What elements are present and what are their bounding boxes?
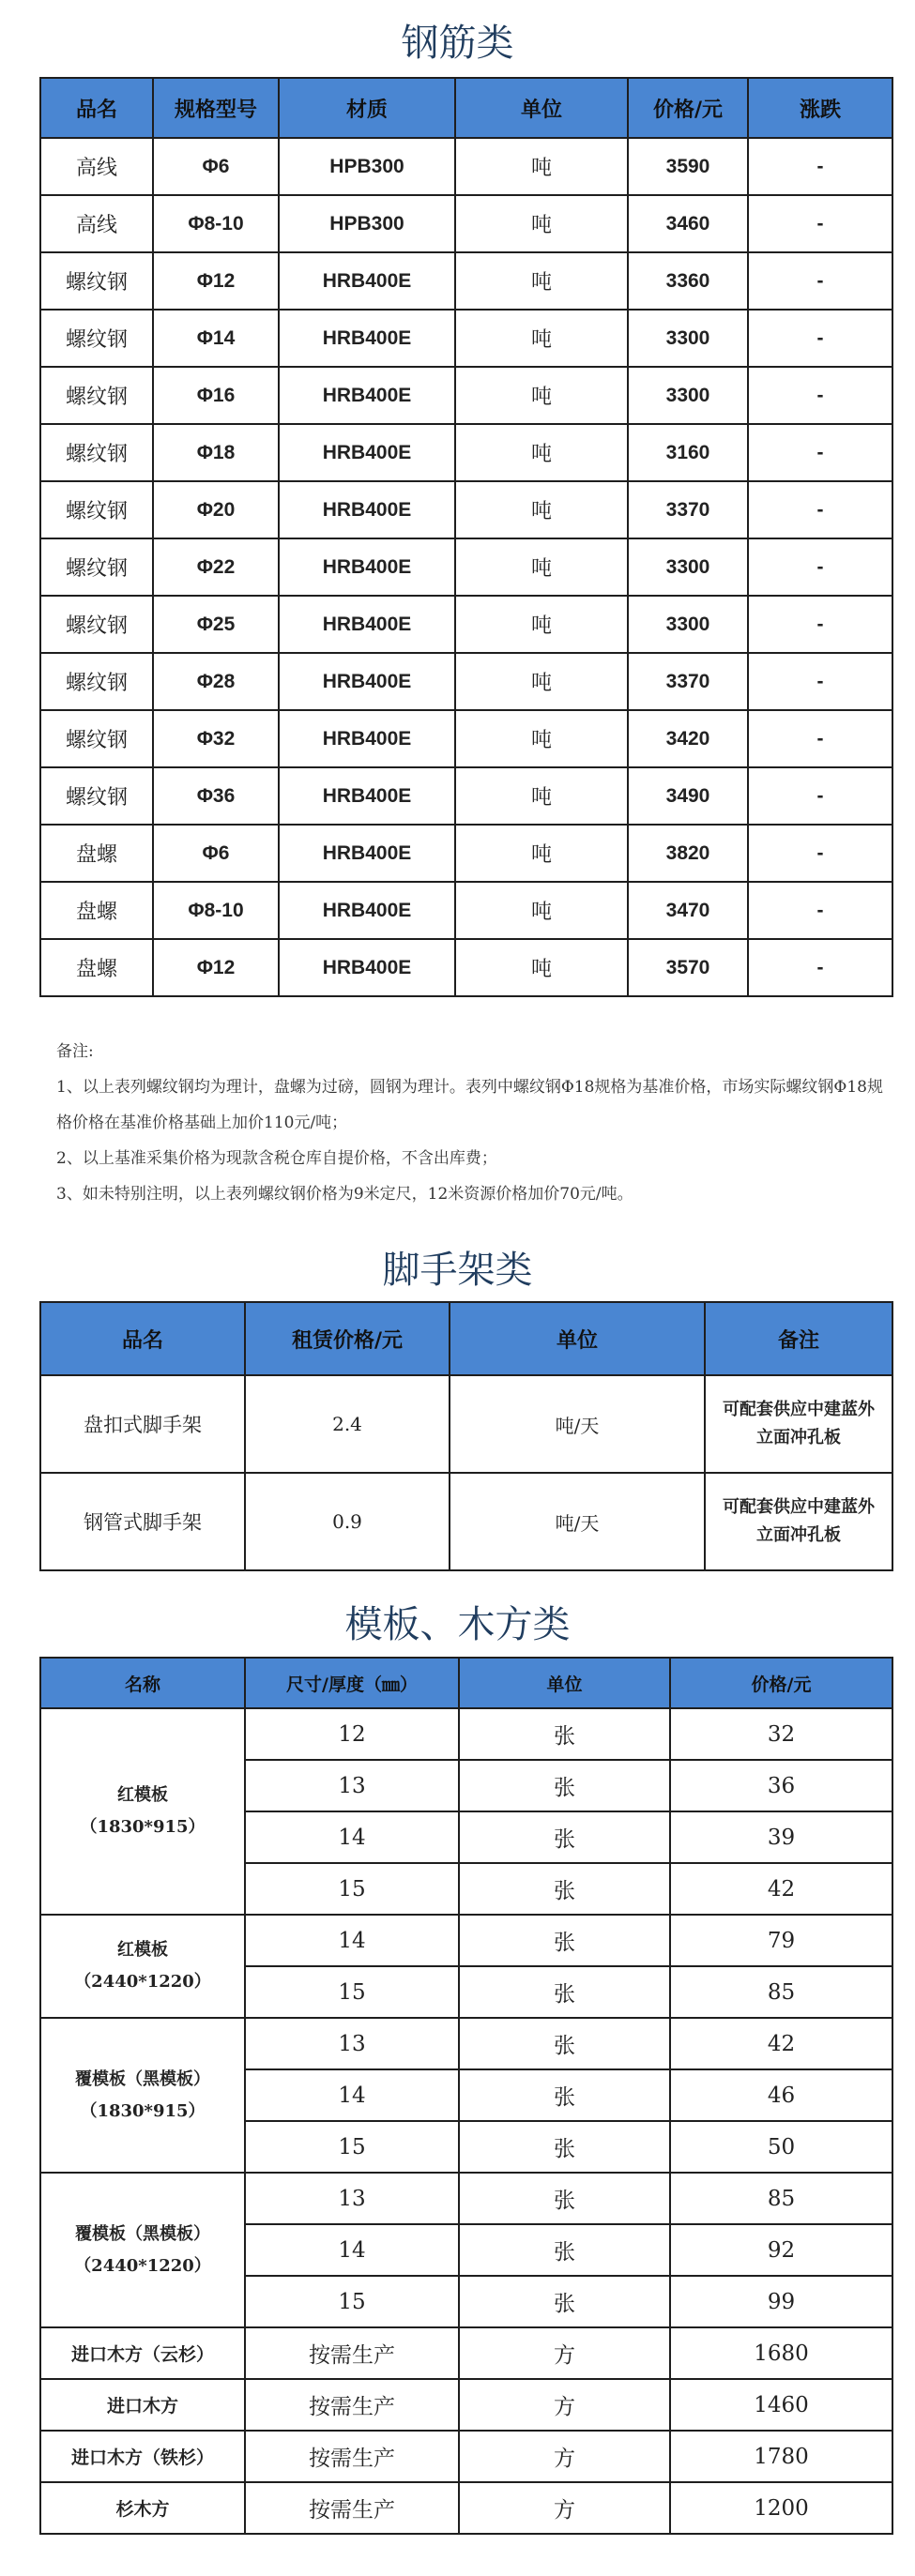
header-unit: 单位 [455, 78, 628, 138]
table-row [40, 596, 892, 653]
steel-price-table [39, 77, 893, 997]
table-row [40, 2018, 892, 2069]
cell-price: 3360 [628, 252, 748, 310]
table-row [40, 367, 892, 424]
note-line: 1、以上表列螺纹钢均为理计，盘螺为过磅，圆钢为理计。表列中螺纹钢Φ18规格为基准价格，市场实际螺纹钢Φ18规格价格在基准价格基础上加价110元/吨； [56, 1078, 883, 1132]
cell-remark: 可配套供应中建蓝外立面冲孔板 [705, 1375, 892, 1473]
cell-product-name: 进口木方（铁杉） [40, 2431, 245, 2482]
cell-unit: 张 [459, 1811, 670, 1863]
cell-thickness: 14 [245, 1915, 459, 1966]
cell-material: HRB400E [279, 939, 455, 996]
cell-material: HRB400E [279, 367, 455, 424]
cell-price: 99 [670, 2276, 892, 2327]
product-size: （1830*915） [80, 1817, 206, 1837]
cell-unit: 吨 [455, 310, 628, 367]
notes-title: 备注: [56, 1042, 94, 1061]
cell-unit: 张 [459, 1863, 670, 1915]
cell-spec: Φ6 [153, 825, 279, 882]
header-rent-price: 租赁价格/元 [245, 1302, 450, 1375]
cell-price: 3590 [628, 138, 748, 195]
cell-unit: 吨 [455, 882, 628, 939]
cell-spec: Φ12 [153, 252, 279, 310]
cell-spec: Φ12 [153, 939, 279, 996]
cell-material: HRB400E [279, 596, 455, 653]
cell-material: HRB400E [279, 882, 455, 939]
cell-unit: 吨 [455, 596, 628, 653]
cell-material: HRB400E [279, 481, 455, 538]
cell-change: - [748, 653, 892, 710]
cell-unit: 张 [459, 1760, 670, 1811]
cell-change: - [748, 367, 892, 424]
table-row [40, 481, 892, 538]
cell-change: - [748, 825, 892, 882]
notes-block [56, 1034, 892, 1212]
cell-material: HRB400E [279, 710, 455, 767]
cell-thickness: 按需生产 [245, 2327, 459, 2379]
cell-thickness: 15 [245, 1863, 459, 1915]
formwork-price-table [39, 1657, 893, 2535]
cell-spec: Φ16 [153, 367, 279, 424]
cell-price: 92 [670, 2224, 892, 2276]
header-name: 品名 [40, 1302, 245, 1375]
cell-change: - [748, 252, 892, 310]
cell-price: 79 [670, 1915, 892, 1966]
cell-name: 螺纹钢 [40, 710, 153, 767]
cell-price: 3470 [628, 882, 748, 939]
cell-name: 高线 [40, 195, 153, 252]
cell-change: - [748, 138, 892, 195]
cell-price: 3300 [628, 596, 748, 653]
cell-thickness: 15 [245, 2276, 459, 2327]
cell-spec: Φ28 [153, 653, 279, 710]
cell-thickness: 15 [245, 1966, 459, 2018]
cell-unit: 张 [459, 2173, 670, 2224]
product-name: 覆模板（黑模板） [75, 2223, 210, 2244]
cell-change: - [748, 538, 892, 596]
header-material: 材质 [279, 78, 455, 138]
product-size: （1830*915） [80, 2100, 206, 2121]
cell-unit: 方 [459, 2482, 670, 2534]
cell-change: - [748, 767, 892, 825]
cell-material: HPB300 [279, 195, 455, 252]
cell-price: 3490 [628, 767, 748, 825]
cell-unit: 张 [459, 2224, 670, 2276]
header-price: 价格/元 [628, 78, 748, 138]
cell-price: 3820 [628, 825, 748, 882]
cell-name: 螺纹钢 [40, 481, 153, 538]
table-row [40, 882, 892, 939]
formwork-section-title: 模板、木方类 [344, 1603, 571, 1646]
table-row [40, 1915, 892, 1966]
table-row [40, 538, 892, 596]
cell-price: 1460 [670, 2379, 892, 2431]
cell-product-name [40, 2018, 245, 2173]
table-row [40, 653, 892, 710]
cell-product-name [40, 2173, 245, 2327]
header-price: 价格/元 [670, 1658, 892, 1708]
cell-price: 3370 [628, 481, 748, 538]
cell-name: 盘螺 [40, 825, 153, 882]
cell-price: 85 [670, 1966, 892, 2018]
cell-name: 螺纹钢 [40, 252, 153, 310]
cell-unit: 张 [459, 2018, 670, 2069]
cell-product-name: 进口木方（云杉） [40, 2327, 245, 2379]
cell-name: 螺纹钢 [40, 424, 153, 481]
cell-material: HRB400E [279, 538, 455, 596]
cell-unit: 方 [459, 2379, 670, 2431]
scaffold-price-table [39, 1301, 893, 1571]
cell-name: 盘扣式脚手架 [40, 1375, 245, 1473]
cell-price: 42 [670, 2018, 892, 2069]
cell-price: 50 [670, 2121, 892, 2173]
cell-spec: Φ25 [153, 596, 279, 653]
cell-unit: 方 [459, 2327, 670, 2379]
cell-thickness: 13 [245, 2173, 459, 2224]
table-row [40, 2431, 892, 2482]
cell-price: 3300 [628, 538, 748, 596]
cell-change: - [748, 481, 892, 538]
cell-thickness: 14 [245, 2224, 459, 2276]
table-row [40, 2327, 892, 2379]
cell-spec: Φ6 [153, 138, 279, 195]
cell-unit: 吨 [455, 481, 628, 538]
note-line: 3、如未特别注明，以上表列螺纹钢价格为9米定尺，12米资源价格加价70元/吨。 [56, 1185, 633, 1204]
cell-change: - [748, 310, 892, 367]
table-row [40, 710, 892, 767]
cell-unit: 吨/天 [450, 1473, 705, 1570]
cell-price: 3300 [628, 367, 748, 424]
cell-price: 85 [670, 2173, 892, 2224]
cell-name: 盘螺 [40, 882, 153, 939]
cell-name: 螺纹钢 [40, 653, 153, 710]
cell-spec: Φ22 [153, 538, 279, 596]
table-row [40, 138, 892, 195]
cell-rent-price: 2.4 [245, 1375, 450, 1473]
product-name: 红模板 [117, 1785, 168, 1805]
header-unit: 单位 [459, 1658, 670, 1708]
cell-price: 1200 [670, 2482, 892, 2534]
table-header-row [40, 78, 892, 138]
cell-price: 3460 [628, 195, 748, 252]
table-row [40, 2379, 892, 2431]
product-size: （2440*1220） [74, 1972, 211, 1992]
cell-unit: 吨 [455, 538, 628, 596]
cell-price: 42 [670, 1863, 892, 1915]
table-row [40, 2173, 892, 2224]
cell-change: - [748, 195, 892, 252]
cell-name: 螺纹钢 [40, 310, 153, 367]
cell-thickness: 15 [245, 2121, 459, 2173]
cell-unit: 吨 [455, 710, 628, 767]
header-unit: 单位 [450, 1302, 705, 1375]
header-thickness: 尺寸/厚度（㎜） [245, 1658, 459, 1708]
product-size: （2440*1220） [74, 2255, 211, 2276]
header-change: 涨跌 [748, 78, 892, 138]
cell-price: 46 [670, 2069, 892, 2121]
cell-unit: 张 [459, 2121, 670, 2173]
table-row [40, 2482, 892, 2534]
header-remark: 备注 [705, 1302, 892, 1375]
cell-material: HRB400E [279, 310, 455, 367]
cell-product-name [40, 1708, 245, 1915]
cell-change: - [748, 424, 892, 481]
header-name: 品名 [40, 78, 153, 138]
cell-material: HPB300 [279, 138, 455, 195]
cell-change: - [748, 882, 892, 939]
cell-name: 高线 [40, 138, 153, 195]
cell-spec: Φ8-10 [153, 195, 279, 252]
cell-unit: 张 [459, 1708, 670, 1760]
cell-unit: 吨 [455, 767, 628, 825]
cell-name: 螺纹钢 [40, 767, 153, 825]
table-row [40, 252, 892, 310]
table-row [40, 939, 892, 996]
cell-price: 3160 [628, 424, 748, 481]
table-row [40, 424, 892, 481]
cell-thickness: 12 [245, 1708, 459, 1760]
scaffold-section-title: 脚手架类 [382, 1249, 533, 1292]
cell-material: HRB400E [279, 767, 455, 825]
cell-price: 3420 [628, 710, 748, 767]
table-header-row [40, 1658, 892, 1708]
cell-spec: Φ14 [153, 310, 279, 367]
cell-name: 螺纹钢 [40, 596, 153, 653]
cell-spec: Φ32 [153, 710, 279, 767]
cell-thickness: 13 [245, 1760, 459, 1811]
header-spec: 规格型号 [153, 78, 279, 138]
cell-material: HRB400E [279, 653, 455, 710]
cell-unit: 吨 [455, 195, 628, 252]
cell-name: 盘螺 [40, 939, 153, 996]
table-row [40, 825, 892, 882]
cell-thickness: 按需生产 [245, 2379, 459, 2431]
cell-unit: 方 [459, 2431, 670, 2482]
cell-price: 3300 [628, 310, 748, 367]
cell-price: 39 [670, 1811, 892, 1863]
cell-price: 3570 [628, 939, 748, 996]
table-row [40, 1473, 892, 1570]
table-row [40, 767, 892, 825]
cell-price: 3370 [628, 653, 748, 710]
product-name: 覆模板（黑模板） [75, 2068, 210, 2089]
note-line: 2、以上基准采集价格为现款含税仓库自提价格，不含出库费； [56, 1149, 497, 1168]
cell-price: 36 [670, 1760, 892, 1811]
cell-price: 1780 [670, 2431, 892, 2482]
product-name: 红模板 [117, 1940, 168, 1960]
cell-change: - [748, 939, 892, 996]
header-name: 名称 [40, 1658, 245, 1708]
cell-name: 螺纹钢 [40, 367, 153, 424]
table-header-row [40, 1302, 892, 1375]
cell-unit: 吨 [455, 653, 628, 710]
cell-price: 1680 [670, 2327, 892, 2379]
cell-change: - [748, 596, 892, 653]
cell-name: 钢管式脚手架 [40, 1473, 245, 1570]
cell-unit: 吨 [455, 367, 628, 424]
cell-material: HRB400E [279, 424, 455, 481]
table-row [40, 310, 892, 367]
cell-unit: 吨/天 [450, 1375, 705, 1473]
table-row [40, 195, 892, 252]
cell-price: 32 [670, 1708, 892, 1760]
cell-remark: 可配套供应中建蓝外立面冲孔板 [705, 1473, 892, 1570]
cell-thickness: 按需生产 [245, 2482, 459, 2534]
cell-unit: 吨 [455, 825, 628, 882]
cell-thickness: 按需生产 [245, 2431, 459, 2482]
cell-unit: 吨 [455, 939, 628, 996]
cell-unit: 吨 [455, 138, 628, 195]
cell-unit: 张 [459, 2276, 670, 2327]
cell-spec: Φ8-10 [153, 882, 279, 939]
cell-name: 螺纹钢 [40, 538, 153, 596]
table-row [40, 1375, 892, 1473]
cell-unit: 张 [459, 1966, 670, 2018]
cell-product-name: 杉木方 [40, 2482, 245, 2534]
cell-material: HRB400E [279, 252, 455, 310]
table-row [40, 1708, 892, 1760]
cell-change: - [748, 710, 892, 767]
cell-rent-price: 0.9 [245, 1473, 450, 1570]
steel-section-title: 钢筋类 [401, 22, 514, 65]
cell-spec: Φ18 [153, 424, 279, 481]
cell-spec: Φ36 [153, 767, 279, 825]
cell-material: HRB400E [279, 825, 455, 882]
cell-unit: 张 [459, 1915, 670, 1966]
cell-unit: 吨 [455, 252, 628, 310]
cell-unit: 吨 [455, 424, 628, 481]
cell-thickness: 14 [245, 1811, 459, 1863]
cell-unit: 张 [459, 2069, 670, 2121]
cell-product-name [40, 1915, 245, 2018]
cell-product-name: 进口木方 [40, 2379, 245, 2431]
cell-spec: Φ20 [153, 481, 279, 538]
cell-thickness: 13 [245, 2018, 459, 2069]
cell-thickness: 14 [245, 2069, 459, 2121]
